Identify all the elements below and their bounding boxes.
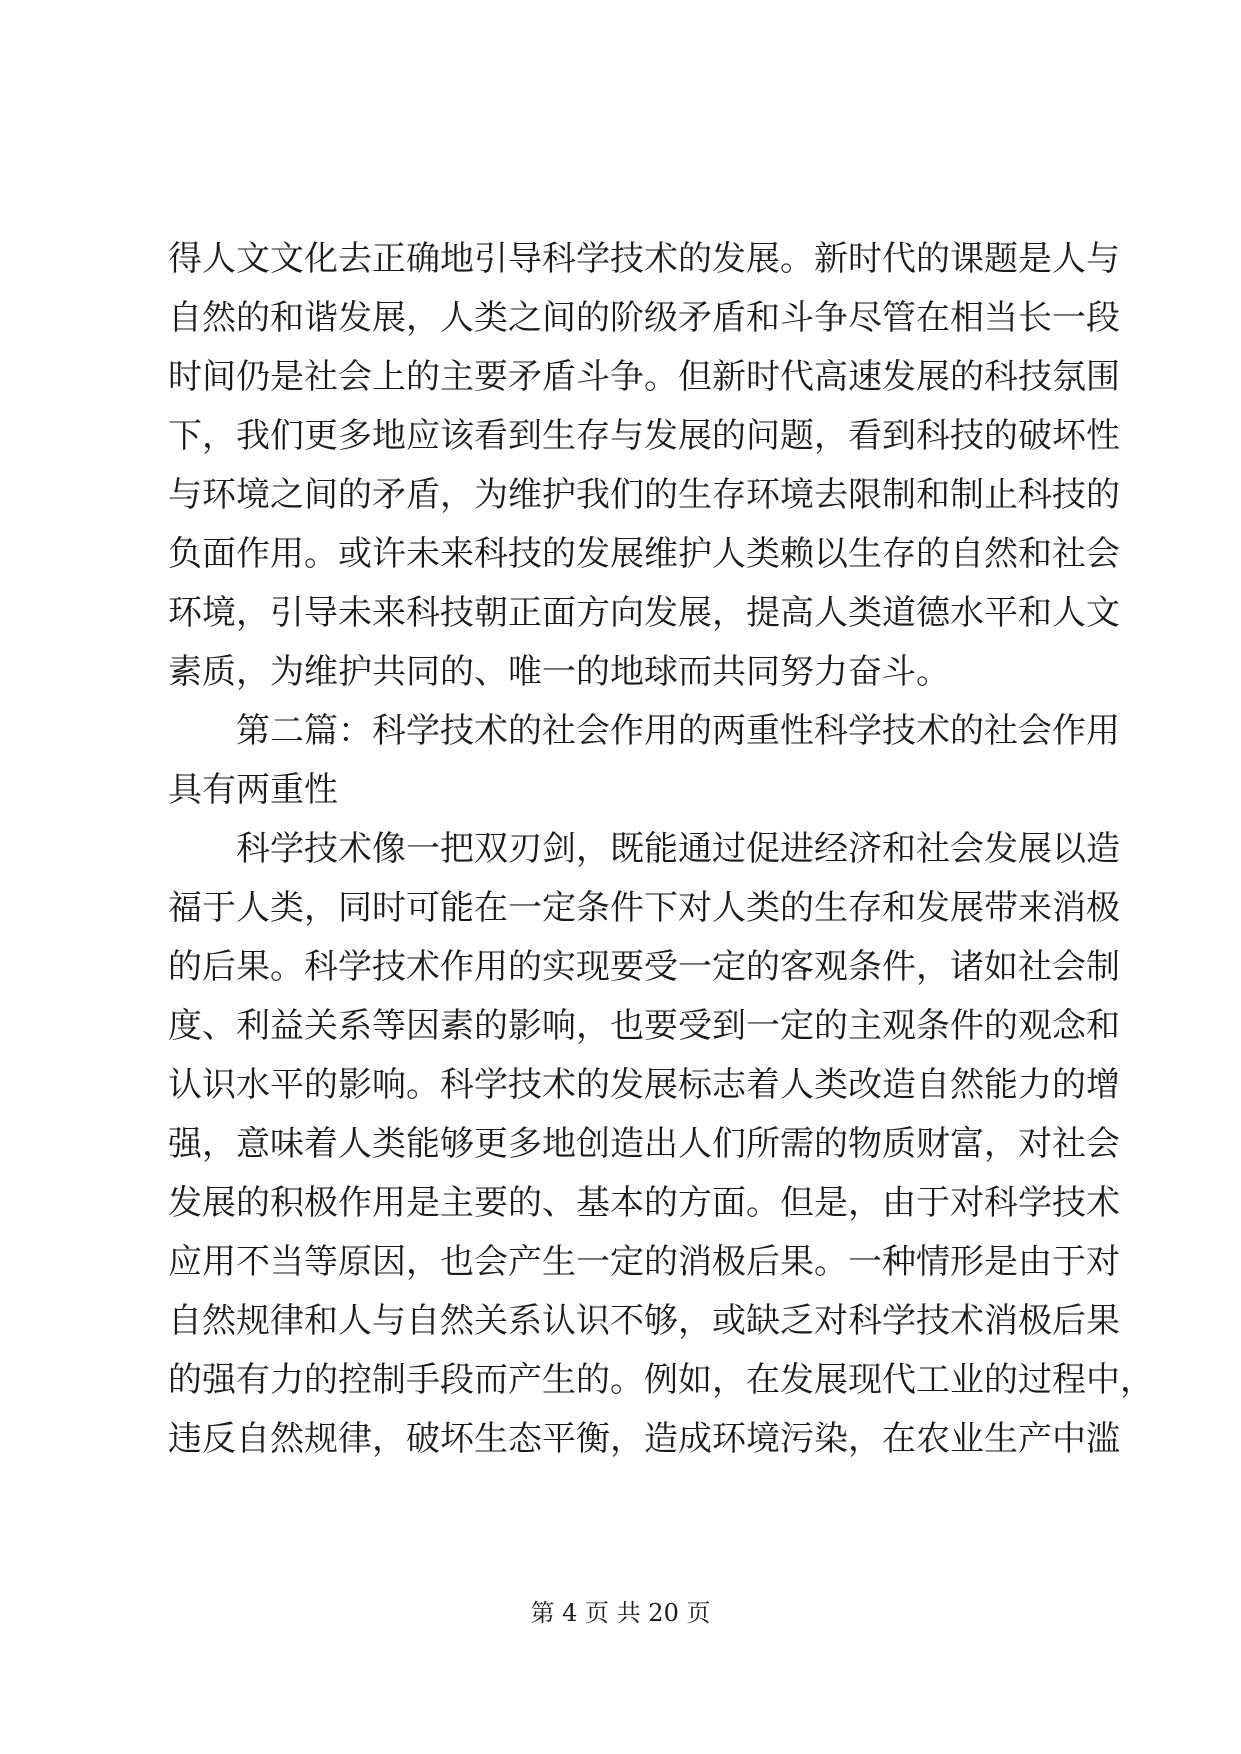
text-line: 与环境之间的矛盾，为维护我们的生存环境去限制和制止科技的 <box>168 475 1120 515</box>
text-line: 违反自然规律，破坏生态平衡，造成环境污染，在农业生产中滥 <box>168 1419 1120 1459</box>
text-line: 的强有力的控制手段而产生的。例如，在发展现代工业的过程中， <box>168 1360 1154 1400</box>
text-line: 强，意味着人类能够更多地创造出人们所需的物质财富，对社会 <box>168 1124 1120 1164</box>
text-line: 度、利益关系等因素的影响，也要受到一定的主观条件的观念和 <box>168 1006 1120 1046</box>
text-line: 自然规律和人与自然关系认识不够，或缺乏对科学技术消极后果 <box>168 1301 1120 1341</box>
text-line: 具有两重性 <box>168 770 338 810</box>
text-line: 得人文文化去正确地引导科学技术的发展。新时代的课题是人与 <box>168 239 1120 279</box>
page-number-footer: 第 4 页 共 20 页 <box>530 1599 711 1627</box>
text-line: 下，我们更多地应该看到生存与发展的问题，看到科技的破坏性 <box>168 416 1120 456</box>
text-line: 第二篇：科学技术的社会作用的两重性科学技术的社会作用 <box>236 711 1120 751</box>
text-line: 时间仍是社会上的主要矛盾斗争。但新时代高速发展的科技氛围 <box>168 357 1120 397</box>
text-line: 环境，引导未来科技朝正面方向发展，提高人类道德水平和人文 <box>168 593 1120 633</box>
text-line: 科学技术像一把双刃剑，既能通过促进经济和社会发展以造 <box>236 829 1120 869</box>
text-line: 福于人类，同时可能在一定条件下对人类的生存和发展带来消极 <box>168 888 1120 928</box>
text-line: 素质，为维护共同的、唯一的地球而共同努力奋斗。 <box>168 652 950 692</box>
text-line: 负面作用。或许未来科技的发展维护人类赖以生存的自然和社会 <box>168 534 1120 574</box>
text-line: 自然的和谐发展，人类之间的阶级矛盾和斗争尽管在相当长一段 <box>168 298 1120 338</box>
document-body <box>168 230 1154 1469</box>
text-line: 发展的积极作用是主要的、基本的方面。但是，由于对科学技术 <box>168 1183 1120 1223</box>
text-line: 应用不当等原因，也会产生一定的消极后果。一种情形是由于对 <box>168 1242 1120 1282</box>
text-line: 认识水平的影响。科学技术的发展标志着人类改造自然能力的增 <box>168 1065 1120 1105</box>
text-line: 的后果。科学技术作用的实现要受一定的客观条件，诸如社会制 <box>168 947 1120 987</box>
